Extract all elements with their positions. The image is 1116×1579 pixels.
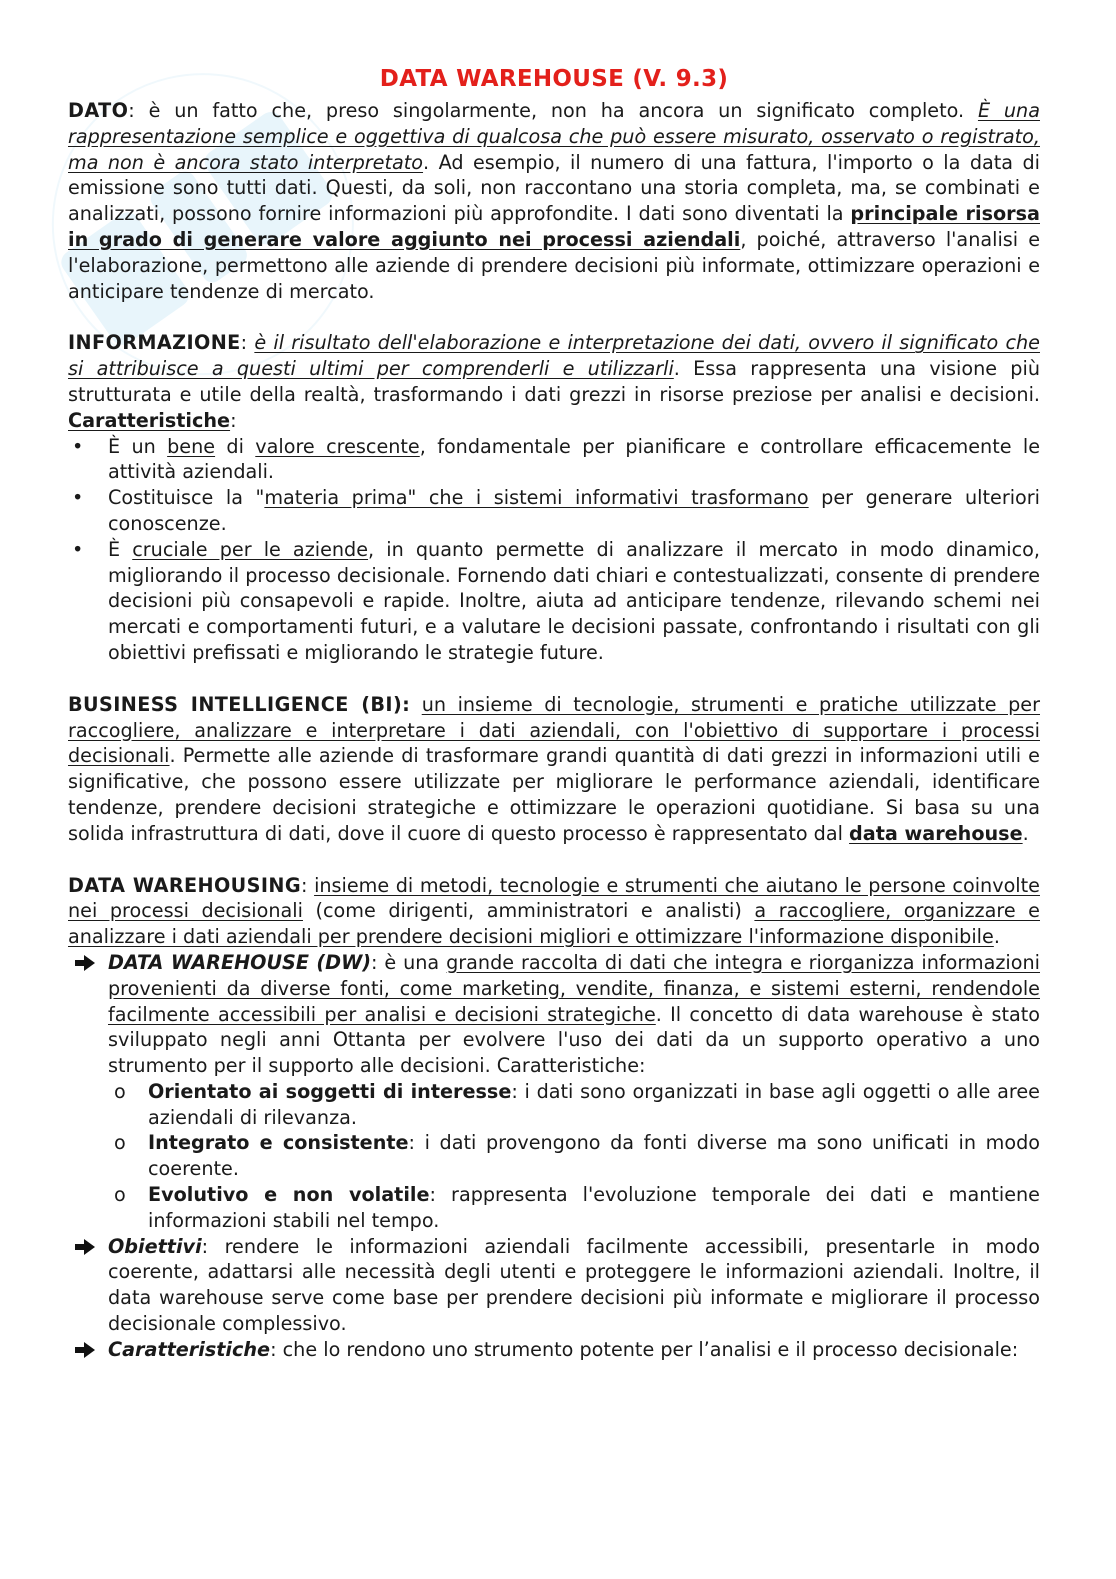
term-obiettivi: Obiettivi [108, 1234, 202, 1258]
definition-dato: È una rappresentazione semplice e oggettiva di qualcosa che può essere misurato, osservato o registrato, ma non è ancora stato interpretato [68, 99, 1040, 174]
text: , in quanto permette di analizzare il mercato in modo dinamico, migliorando il processo decisionale. Fornendo dati chiari e contestualizzati, consente di prendere decisioni più consapevoli e rapide. Inoltre, aiuta ad anticipare tendenze, rilevando schemi nei mercati e comportamenti futuri, e a valutare le decisioni passate, confrontando i risultati con gli obiettivi prefissati e migliorando le strategie future. [108, 537, 1040, 664]
text: . Permette alle aziende di trasformare grandi quantità di dati grezzi in informazioni utili e significative, che possono essere utilizzate per migliorare le performance aziendali, identificare tendenze, prendere decisioni strategiche e ottimizzare le operazioni quotidiane. Si basa su una solida infrastruttura di dati, dove il cuore di questo processo è rappresentato dal [68, 744, 1040, 845]
text: per generare ulteriori conoscenze. [108, 486, 1040, 535]
underlined-text: insieme di metodi, tecnologie e strumenti che aiutano le persone coinvolte nei processi decisionali [68, 873, 1040, 923]
text: , fondamentale per pianificare e controllare efficacemente le attività aziendali. [108, 434, 1040, 484]
list-item [108, 1182, 1040, 1234]
paragraph-dato [68, 98, 1040, 304]
list-item-caratteristiche [68, 1337, 1040, 1363]
underlined-text: materia prima" che i sistemi informativi trasformano [264, 486, 809, 510]
arrow-icon [74, 1238, 96, 1256]
text: : [230, 408, 237, 432]
underlined-text: a raccogliere, organizzare e analizzare i dati aziendali per prendere decisioni migliori e ottimizzare l'informazione disponibile [68, 899, 1040, 949]
caratteristiche-label: Caratteristiche [68, 408, 231, 432]
term-data-warehousing: DATA WAREHOUSING [68, 873, 302, 897]
text: : è una [371, 950, 447, 974]
arrow-icon [74, 1341, 96, 1359]
text: . Ad esempio, il numero di una fattura, l'importo o la data di emissione sono tutti dati. Questi, da soli, non raccontano una storia completa, ma, se combinati e analizzati, possono fornire informazioni più approfondite. I dati sono diventati la [68, 150, 1040, 226]
definition-bi: un insieme di tecnologie, strumenti e pratiche utilizzate per raccogliere, analizzare e interpretare i dati aziendali, con l'obiettivo di supportare i processi decisionali [68, 692, 1040, 768]
text: (come dirigenti, amministratori e analisti) [302, 899, 755, 923]
text: . [1022, 821, 1029, 845]
circle-bullet-icon: o [114, 1079, 126, 1103]
paragraph-bi [68, 692, 1040, 847]
arrow-icon [74, 954, 96, 972]
term-dw: DATA WAREHOUSE (DW) [108, 950, 372, 974]
bold-term: Integrato e consistente [148, 1131, 409, 1155]
text: . [993, 925, 1000, 949]
bullet-icon: • [72, 434, 84, 458]
term-caratteristiche: Caratteristiche [108, 1337, 271, 1361]
list-item [68, 537, 1040, 666]
text: . Essa rappresenta una visione più strutturata e utile della realtà, trasformando i dati grezzi in risorse preziose per analisi e decisioni. [68, 357, 1040, 406]
text: Costituisce la " [108, 486, 265, 510]
list-item-obiettivi [68, 1234, 1040, 1337]
text [410, 693, 422, 716]
text: di [215, 434, 256, 458]
text: : i dati sono organizzati in base agli oggetti o alle aree aziendali di rilevanza. [148, 1079, 1040, 1129]
text: È un [108, 434, 168, 458]
text: : rappresenta l'evoluzione temporale dei dati e mantiene informazioni stabili nel tempo. [148, 1183, 1040, 1232]
text: : è un fatto che, preso singolarmente, non ha ancora un significato completo. [128, 99, 978, 122]
bullet-icon: • [72, 537, 84, 561]
bullet-icon: • [72, 486, 84, 510]
bold-term: Evolutivo e non volatile [148, 1183, 430, 1207]
dw-characteristics-list [108, 1079, 1040, 1234]
definition-informazione: è il risultato dell'elaborazione e interpretazione dei dati, ovvero il significato che si attribuisce a questi ultimi per comprenderli e utilizzarli [68, 331, 1040, 381]
text: . Il concetto di data warehouse è stato sviluppato negli anni Ottanta per evolvere l'uso dei dati da un supporto operativo a uno strumento per il supporto alle decisioni. Caratteristiche: [108, 1002, 1041, 1078]
underlined-text: grande raccolta di dati che integra e riorganizza informazioni provenienti da diverse fonti, come marketing, vendite, finanza, e sistemi esterni, rendendole facilmente accessibili per analisi e decisioni strategiche [108, 950, 1040, 1026]
term-bi: BUSINESS INTELLIGENCE (BI): [68, 692, 411, 716]
bold-term: Orientato ai soggetti di interesse [148, 1079, 512, 1103]
text: : i dati provengono da fonti diverse ma sono unificati in modo coerente. [148, 1131, 1040, 1181]
text: , poiché, attraverso l'analisi e l'elaborazione, permettono alle aziende di prendere decisioni più informate, ottimizzare operazioni e anticipare tendenze di mercato. [68, 227, 1041, 303]
text: : [301, 873, 315, 897]
data-warehousing-list [68, 950, 1040, 1363]
circle-bullet-icon: o [114, 1183, 126, 1207]
list-item [108, 1079, 1040, 1131]
list-item [108, 1130, 1040, 1182]
document-page [68, 62, 1040, 1363]
informazione-list [68, 434, 1040, 666]
underlined-text: bene [167, 434, 216, 458]
text: : che lo rendono uno strumento potente per l’analisi e il processo decisionale: [270, 1337, 1019, 1361]
paragraph-informazione [68, 330, 1040, 433]
document-title: DATA WAREHOUSE (V. 9.3) [379, 66, 729, 92]
text: : [240, 331, 255, 355]
text: È [108, 537, 133, 561]
key-phrase: principale risorsa in grado di generare valore aggiunto nei processi aziendali [68, 202, 1040, 251]
list-item-dw [68, 950, 1040, 1234]
key-phrase: data warehouse [849, 821, 1023, 845]
paragraph-data-warehousing [68, 873, 1040, 950]
term-informazione: INFORMAZIONE [68, 331, 241, 355]
underlined-text: valore crescente [255, 434, 420, 458]
text: : rendere le informazioni aziendali facilmente accessibili, presentarle in modo coerente, adattarsi alle necessità degli utenti e proteggere le informazioni aziendali. Inoltre, il data warehouse serve come base per prendere decisioni più informate e migliorare il processo decisionale complessivo. [108, 1234, 1040, 1336]
underlined-text: cruciale per le aziende [132, 537, 369, 561]
circle-bullet-icon: o [114, 1131, 126, 1155]
list-item [68, 434, 1040, 486]
list-item [68, 485, 1040, 537]
term-dato: DATO [68, 99, 129, 122]
